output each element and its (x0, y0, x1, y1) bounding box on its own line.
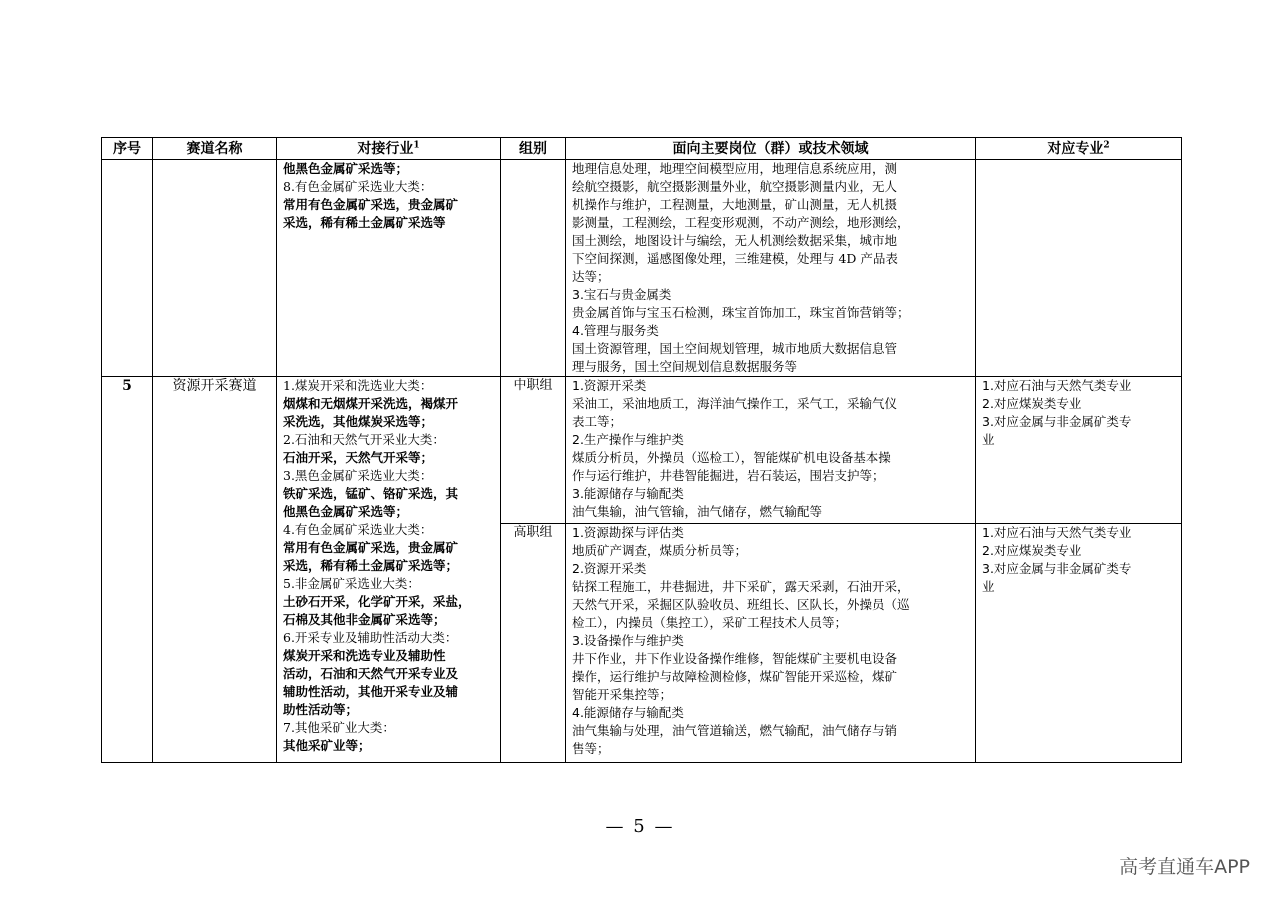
industry-item-line: 他黑色金属矿采选等； (283, 161, 409, 176)
position-detail-line: 达等； (572, 269, 610, 284)
major-item: 1.对应石油与天然气类专业 (982, 525, 1132, 540)
position-detail-line: 影测量，工程测绘，工程变形观测，不动产测绘，地形测绘， (572, 215, 910, 230)
industry-item-line: 烟煤和无烟煤开采洗选，褐煤开 (283, 396, 459, 411)
major-item: 业 (982, 579, 995, 594)
seq-cell (102, 160, 153, 377)
major-item: 3.对应金属与非金属矿类专 (982, 561, 1132, 576)
industry-cell (277, 377, 501, 763)
industry-item-line: 采洗选，其他煤炭采选等； (283, 414, 434, 429)
industry-item-line: 常用有色金属矿采选，贵金属矿 (283, 540, 459, 555)
industry-category-line: 3.黑色金属矿采选业大类： (283, 468, 433, 483)
industry-category-line: 5.非金属矿采选业大类： (283, 576, 420, 591)
major-item: 2.对应煤炭类专业 (982, 396, 1082, 411)
position-detail-line: 操作，运行维护与故障检测检修，煤矿智能开采巡检，煤矿 (572, 669, 898, 684)
track-cell (153, 160, 277, 377)
majors-cell (976, 160, 1182, 377)
industry-item-line: 常用有色金属矿采选，贵金属矿 (283, 197, 459, 212)
table-row-5-secondary (102, 377, 1182, 524)
position-detail-line: 采油工，采油地质工，海洋油气操作工，采气工，采输气仪 (572, 396, 898, 411)
position-detail-line: 地理信息处理，地理空间模型应用，地理信息系统应用，测 (572, 161, 898, 176)
group-cell-higher: 高职组 (501, 524, 566, 763)
position-detail-line: 国土资源管理，国土空间规划管理，城市地质大数据信息管 (572, 341, 898, 356)
positions-cell-secondary (566, 377, 976, 524)
positions-cell (566, 160, 976, 377)
industry-item-line: 他黑色金属矿采选等； (283, 504, 409, 519)
position-category-line: 1.资源勘探与评估类 (572, 525, 684, 540)
industry-category-line: 7.其他采矿业大类： (283, 720, 395, 735)
position-detail-line: 售等； (572, 741, 610, 756)
position-detail-line: 理与服务，国土空间规划信息数据服务等 (572, 359, 798, 374)
position-detail-line: 钻探工程施工，井巷掘进，井下采矿，露天采剥，石油开采， (572, 579, 910, 594)
major-item: 业 (982, 432, 995, 447)
position-category-line: 3.宝石与贵金属类 (572, 287, 672, 302)
industry-item-line: 土砂石开采，化学矿开采，采盐， (283, 594, 471, 609)
industry-item-line: 辅助性活动，其他开采专业及辅 (283, 684, 459, 699)
group-cell (501, 160, 566, 377)
position-category-line: 3.能源储存与输配类 (572, 486, 684, 501)
header-industry: 对接行业$^1$ (277, 138, 501, 160)
majors-cell-secondary (976, 377, 1182, 524)
header-group: 组别 (501, 138, 566, 160)
position-detail-line: 智能开采集控等； (572, 687, 673, 702)
position-detail-line: 井下作业，井下作业设备操作维修，智能煤矿主要机电设备 (572, 651, 898, 666)
position-detail-line: 贵金属首饰与宝玉石检测，珠宝首饰加工，珠宝首饰营销等； (572, 305, 910, 320)
major-item: 1.对应石油与天然气类专业 (982, 378, 1132, 393)
footnote-marker: 1 (413, 139, 420, 150)
industry-category-line: 2.石油和天然气开采业大类： (283, 432, 445, 447)
header-majors: 对应专业$^2$ (976, 138, 1182, 160)
industry-item-line: 活动，石油和天然气开采专业及 (283, 666, 459, 681)
industry-item-line: 助性活动等； (283, 702, 359, 717)
position-category-line: 2.资源开采类 (572, 561, 647, 576)
industry-item-line: 石油开采，天然气开采等； (283, 450, 434, 465)
group-cell-secondary: 中职组 (501, 377, 566, 524)
position-detail-line: 油气集输与处理，油气管道输送，燃气输配，油气储存与销 (572, 723, 898, 738)
majors-cell-higher (976, 524, 1182, 763)
position-detail-line: 表工等； (572, 414, 623, 429)
industry-item-line: 其他采矿业等； (283, 738, 371, 753)
position-detail-line: 机操作与维护，工程测量，大地测量，矿山测量，无人机摄 (572, 197, 898, 212)
page-number: — 5 — (605, 816, 675, 837)
industry-cell (277, 160, 501, 377)
majors-table (101, 137, 1182, 763)
industry-category-line: 1.煤炭开采和洗选业大类： (283, 378, 433, 393)
position-category-line: 2.生产操作与维护类 (572, 432, 684, 447)
position-detail-line: 煤质分析员，外操员（巡检工），智能煤矿机电设备基本操 (572, 450, 891, 465)
header-row (102, 138, 1182, 160)
major-item: 3.对应金属与非金属矿类专 (982, 414, 1132, 429)
track-name-cell: 资源开采赛道 (153, 377, 277, 763)
industry-item-line: 石棉及其他非金属矿采选等； (283, 612, 446, 627)
industry-category-line: 4.有色金属矿采选业大类： (283, 522, 433, 537)
header-track-name: 赛道名称 (153, 138, 277, 160)
position-category-line: 3.设备操作与维护类 (572, 633, 684, 648)
watermark: 高考直通车APP (1119, 856, 1250, 878)
industry-item-line: 煤炭开采和洗选专业及辅助性 (283, 648, 446, 663)
positions-cell-higher (566, 524, 976, 763)
industry-item-line: 铁矿采选，锰矿、铬矿采选，其 (283, 486, 459, 501)
position-detail-line: 天然气开采，采掘区队验收员、班组长、区队长，外操员（巡 (572, 597, 910, 612)
position-category-line: 1.资源开采类 (572, 378, 647, 393)
header-positions: 面向主要岗位（群）或技术领域 (566, 138, 976, 160)
table-row-continued (102, 160, 1182, 377)
position-detail-line: 绘航空摄影，航空摄影测量外业，航空摄影测量内业，无人 (572, 179, 898, 194)
header-seq: 序号 (102, 138, 153, 160)
position-detail-line: 作与运行维护，井巷智能掘进，岩石装运，围岩支护等； (572, 468, 885, 483)
industry-category-line: 6.开采专业及辅助性活动大类： (283, 630, 458, 645)
position-detail-line: 国土测绘，地图设计与编绘，无人机测绘数据采集，城市地 (572, 233, 898, 248)
industry-item-line: 采选，稀有稀土金属矿采选等； (283, 558, 459, 573)
seq-cell: 5 (102, 377, 153, 763)
position-category-line: 4.能源储存与输配类 (572, 705, 684, 720)
industry-item-line: 采选，稀有稀土金属矿采选等 (283, 215, 446, 230)
position-category-line: 4.管理与服务类 (572, 323, 659, 338)
footnote-marker: 2 (1103, 139, 1110, 150)
position-detail-line: 地质矿产调查，煤质分析员等； (572, 543, 748, 558)
industry-category-line: 8.有色金属矿采选业大类： (283, 179, 433, 194)
position-detail-line: 检工），内操员（集控工），采矿工程技术人员等； (572, 615, 848, 630)
position-detail-line: 油气集输，油气管输，油气储存，燃气输配等 (572, 504, 823, 519)
major-item: 2.对应煤炭类专业 (982, 543, 1082, 558)
position-detail-line: 下空间探测，遥感图像处理，三维建模，处理与 4D 产品表 (572, 251, 898, 266)
